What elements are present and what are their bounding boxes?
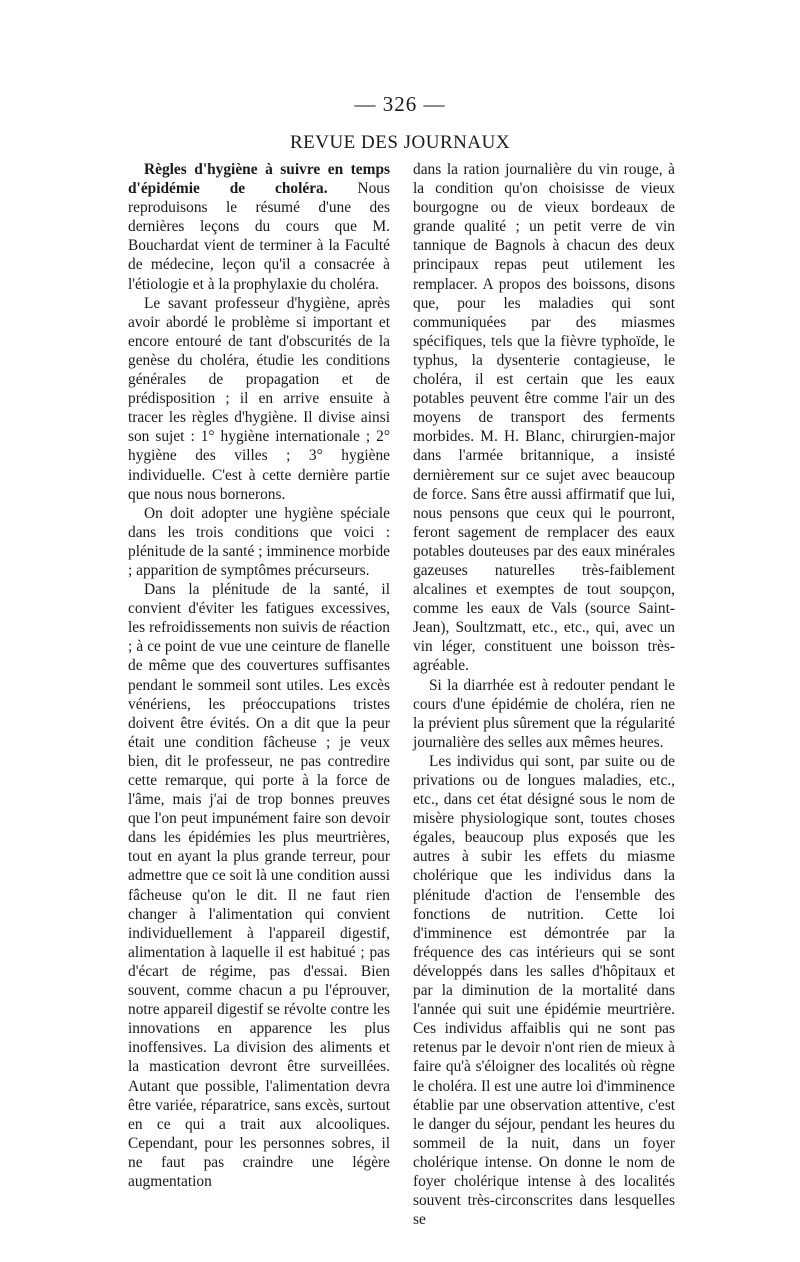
article-paragraph: On doit adopter une hygiène spéciale dans les trois conditions que voici : plénitude de la santé ; imminence morbide ; apparition de symptômes précurseurs. <box>128 504 390 579</box>
article-paragraph: Le savant professeur d'hygiène, après avoir abordé le problème si important et encore entouré de tant d'obscurités de la genèse du choléra, étudie les conditions générales de propagation et de prédisposition ; il en arrive ensuite à tracer les règles d'hygiène. Il divise ainsi son sujet : 1° hygiène internationale ; 2° hygiène des villes ; 3° hygiène individuelle. C'est à cette dernière partie que nous nous bornerons. <box>128 294 390 503</box>
article-paragraph: Si la diarrhée est à redouter pendant le cours d'une épidémie de choléra, rien ne la prévient plus sûrement que la régularité journalière des selles aux mêmes heures. <box>413 676 675 751</box>
article-paragraph: Dans la plénitude de la santé, il convient d'éviter les fatigues excessives, les refroidissements non suivis de réaction ; à ce point de vue une ceinture de flanelle de même que des couvertures suffisantes pendant le sommeil sont utiles. Les excès vénériens, les préoccupations tristes doivent être évités. On a dit que la peur était une condition fâcheuse ; je veux bien, dit le professeur, ne pas contredire cette remarque, qui porte à la force de l'âme, mais j'ai de trop bonnes preuves que l'on peut impunément faire son devoir dans les épidémies les plus meurtrières, tout en ayant la plus grande terreur, pour admettre que ce soit là une condition aussi fâcheuse qu'on le dit. Il ne faut rien changer à l'alimentation qui convient individuellement à l'appareil digestif, alimentation à laquelle il est habitué ; pas d'écart de régime, pas d'essai. Bien souvent, comme chacun a pu l'éprouver, notre appareil digestif se révolte contre les innovations en apparence les plus inoffensives. La division des aliments et la mastication devront être surveillées. Autant que possible, l'alimentation devra être variée, réparatrice, sans excès, surtout en ce qui a trait aux alcooliques. Cependant, pour les personnes sobres, il ne faut pas craindre une légère augmentation <box>128 581 390 1190</box>
article-paragraph: Les individus qui sont, par suite ou de privations ou de longues maladies, etc., etc., dans cet état désigné sous le nom de misère physiologique sont, toutes choses égales, beaucoup plus exposés que les autres à subir les effets du miasme cholérique que les individus dans la plénitude d'action de l'ensemble des fonctions de nutrition. Cette loi d'imminence est démontrée par la fréquence des cas intérieurs qui se sont développés dans les salles d'hôpitaux et par la diminution de la mortalité dans l'année qui suit une épidémie meurtrière. Ces individus affaiblis qui ne sont pas retenus par le devoir n'ont rien de mieux à faire qu'à s'éloigner des localités où règne le choléra. Il est une autre loi d'imminence établie par une observation attentive, c'est le danger du séjour, pendant les heures du sommeil de la nuit, dans un foyer cholérique intense. On donne le nom de foyer cholérique intense à des localités souvent très-circonscrites dans lesquelles se <box>413 752 675 1229</box>
article-paragraph: dans la ration journalière du vin rouge, à la condition qu'on choisisse de vieux bourgogne ou de vieux bordeaux de grande qualité ; un petit verre de vin tannique de Bagnols à chacun des deux principaux repas peut utilement les remplacer. A propos des boissons, disons que, pour les maladies qui sont communiquées par des miasmes spécifiques, tels que la fièvre typhoïde, le typhus, la dysenterie contagieuse, le choléra, il est certain que les eaux potables peuvent être comme l'air un des moyens de transport des ferments morbides. M. H. Blanc, chirurgien-major dans l'armée britannique, a insisté dernièrement sur ce sujet avec beaucoup de force. Sans être aussi affirmatif que lui, nous pensons que ceux qui le pourront, feront sagement de remplacer des eaux potables douteuses par des eaux minérales gazeuses naturelles très-faiblement alcalines et exemptes de tout soupçon, comme les eaux de Vals (source Saint-Jean), Soultzmatt, etc., etc., qui, avec un vin léger, constituent une boisson très-agréable. <box>413 161 675 675</box>
left-column <box>128 160 390 1191</box>
running-head: REVUE DES JOURNAUX <box>289 132 511 153</box>
right-column <box>413 160 675 1229</box>
article-paragraph <box>128 160 390 294</box>
paragraph-text: Nous reproduisons le résumé d'une des dernières leçons du cours que M. Bouchardat vient de terminer à la Faculté de médecine, leçon qu'il a consacrée à l'étiologie et à la prophylaxie du choléra. <box>128 180 390 293</box>
page-number: — 326 — <box>354 92 446 116</box>
article-heading: Règles d'hygiène à suivre en temps d'épidémie de choléra. <box>128 161 390 198</box>
